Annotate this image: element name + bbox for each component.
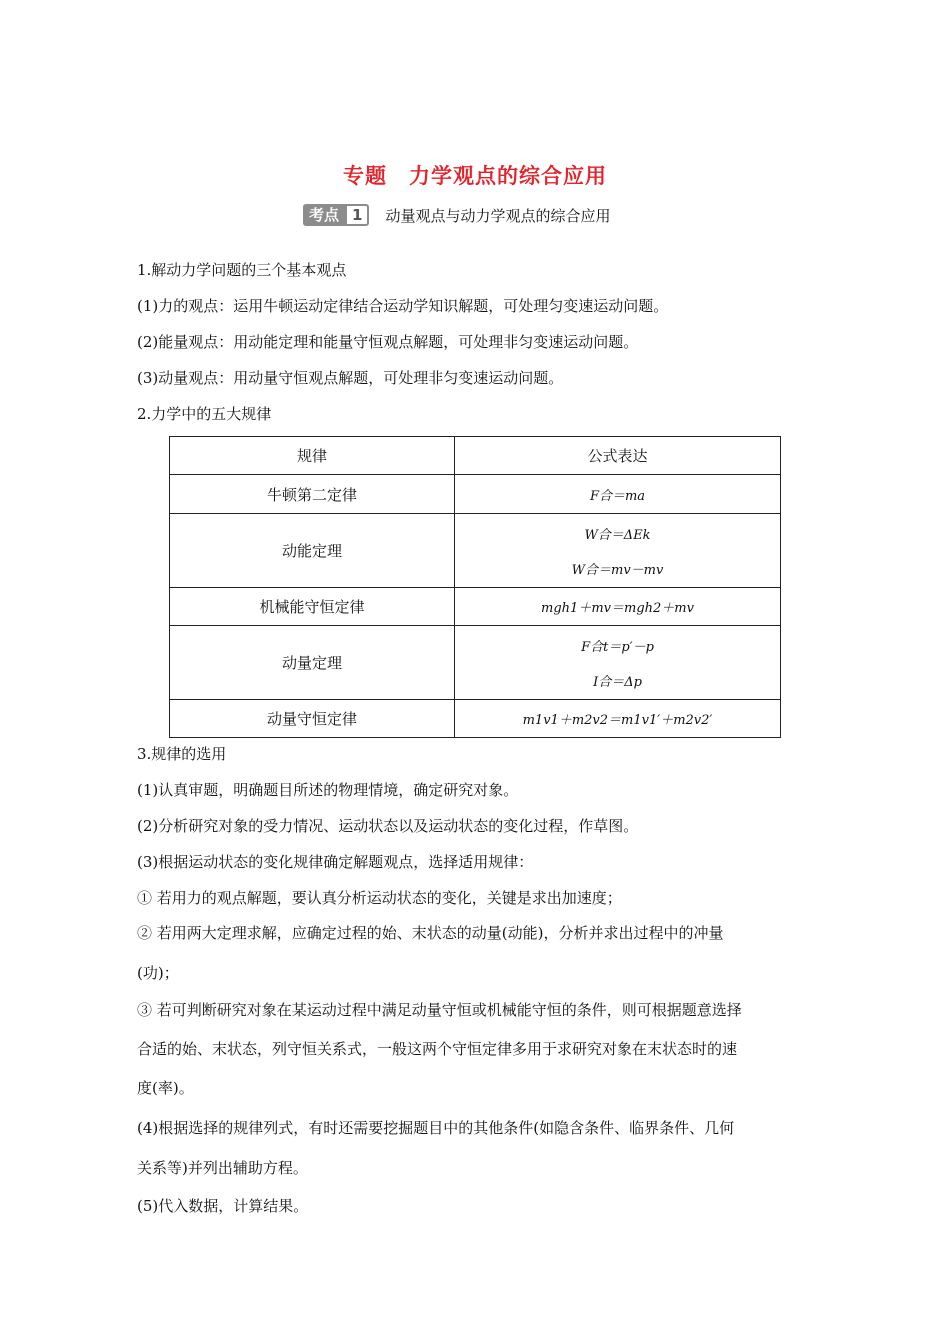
section3-item: ① 若用力的观点解题，要认真分析运动状态的变化，关键是求出加速度； [137, 889, 622, 907]
law-name: 牛顿第二定律 [170, 475, 455, 514]
law-name: 动量守恒定律 [170, 700, 455, 738]
section3-item: (4)根据选择的规律列式，有时还需要挖掘题目中的其他条件(如隐含条件、临界条件、几何 [137, 1119, 735, 1137]
table-row [170, 700, 781, 738]
table-header-formula: 公式表达 [455, 437, 781, 475]
section3-item: (2)分析研究对象的受力情况、运动状态以及运动状态的变化过程，作草图。 [137, 817, 639, 835]
section3-item: 合适的始、末状态，列守恒关系式，一般这两个守恒定律多用于求研究对象在末状态时的速 [137, 1040, 738, 1058]
section2-heading: 2.力学中的五大规律 [137, 405, 272, 423]
title-prefix: 专题 [343, 163, 387, 188]
topic-badge-number: 1 [345, 204, 369, 226]
table-row [170, 514, 781, 588]
table-row [170, 626, 781, 700]
section1-item-3: (3)动量观点：用动量守恒观点解题，可处理非匀变速运动问题。 [137, 369, 564, 387]
section1-heading: 1.解动力学问题的三个基本观点 [137, 261, 347, 279]
section3-item: (功)； [137, 964, 179, 982]
table-row [170, 588, 781, 626]
law-formula: F合t＝p′－p [581, 639, 654, 655]
law-formula: W合＝mv－mv [571, 562, 664, 578]
law-formula-cell [455, 514, 781, 588]
table-row [170, 475, 781, 514]
law-name: 机械能守恒定律 [170, 588, 455, 626]
topic-label: 动量观点与动力学观点的综合应用 [385, 206, 611, 225]
topic-badge-text: 考点 [303, 204, 345, 226]
law-formula: mgh1＋mv＝mgh2＋mv [455, 588, 781, 626]
section3-item: ③ 若可判断研究对象在某运动过程中满足动量守恒或机械能守恒的条件，则可根据题意选择 [137, 1001, 742, 1019]
section1-item-1: (1)力的观点：运用牛顿运动定律结合运动学知识解题，可处理匀变速运动问题。 [137, 297, 669, 315]
section3-item: ② 若用两大定理求解，应确定过程的始、末状态的动量(动能)，分析并求出过程中的冲量 [137, 924, 724, 942]
section3-item: (5)代入数据，计算结果。 [137, 1197, 309, 1215]
law-formula: I合＝Δp [593, 674, 642, 690]
title-main: 力学观点的综合应用 [409, 163, 607, 188]
topic-badge [303, 204, 369, 226]
section3-heading: 3.规律的选用 [137, 745, 227, 763]
table-header-row [170, 437, 781, 475]
section3-item: (1)认真审题，明确题目所述的物理情境，确定研究对象。 [137, 781, 519, 799]
topic-header [303, 203, 610, 227]
law-formula: W合＝ΔEk [584, 527, 651, 543]
law-name: 动量定理 [170, 626, 455, 700]
page-title [0, 160, 950, 190]
law-formula: m1v1＋m2v2＝m1v1′＋m2v2′ [455, 700, 781, 738]
laws-table [169, 436, 781, 738]
law-formula: F合＝ma [455, 475, 781, 514]
law-name: 动能定理 [170, 514, 455, 588]
section3-item: 度(率)。 [137, 1079, 194, 1097]
law-formula-cell [455, 626, 781, 700]
section3-item: (3)根据运动状态的变化规律确定解题观点，选择适用规律： [137, 853, 534, 871]
section3-item: 关系等)并列出辅助方程。 [137, 1159, 308, 1177]
section1-item-2: (2)能量观点：用动能定理和能量守恒观点解题，可处理非匀变速运动问题。 [137, 333, 639, 351]
table-header-law: 规律 [170, 437, 455, 475]
